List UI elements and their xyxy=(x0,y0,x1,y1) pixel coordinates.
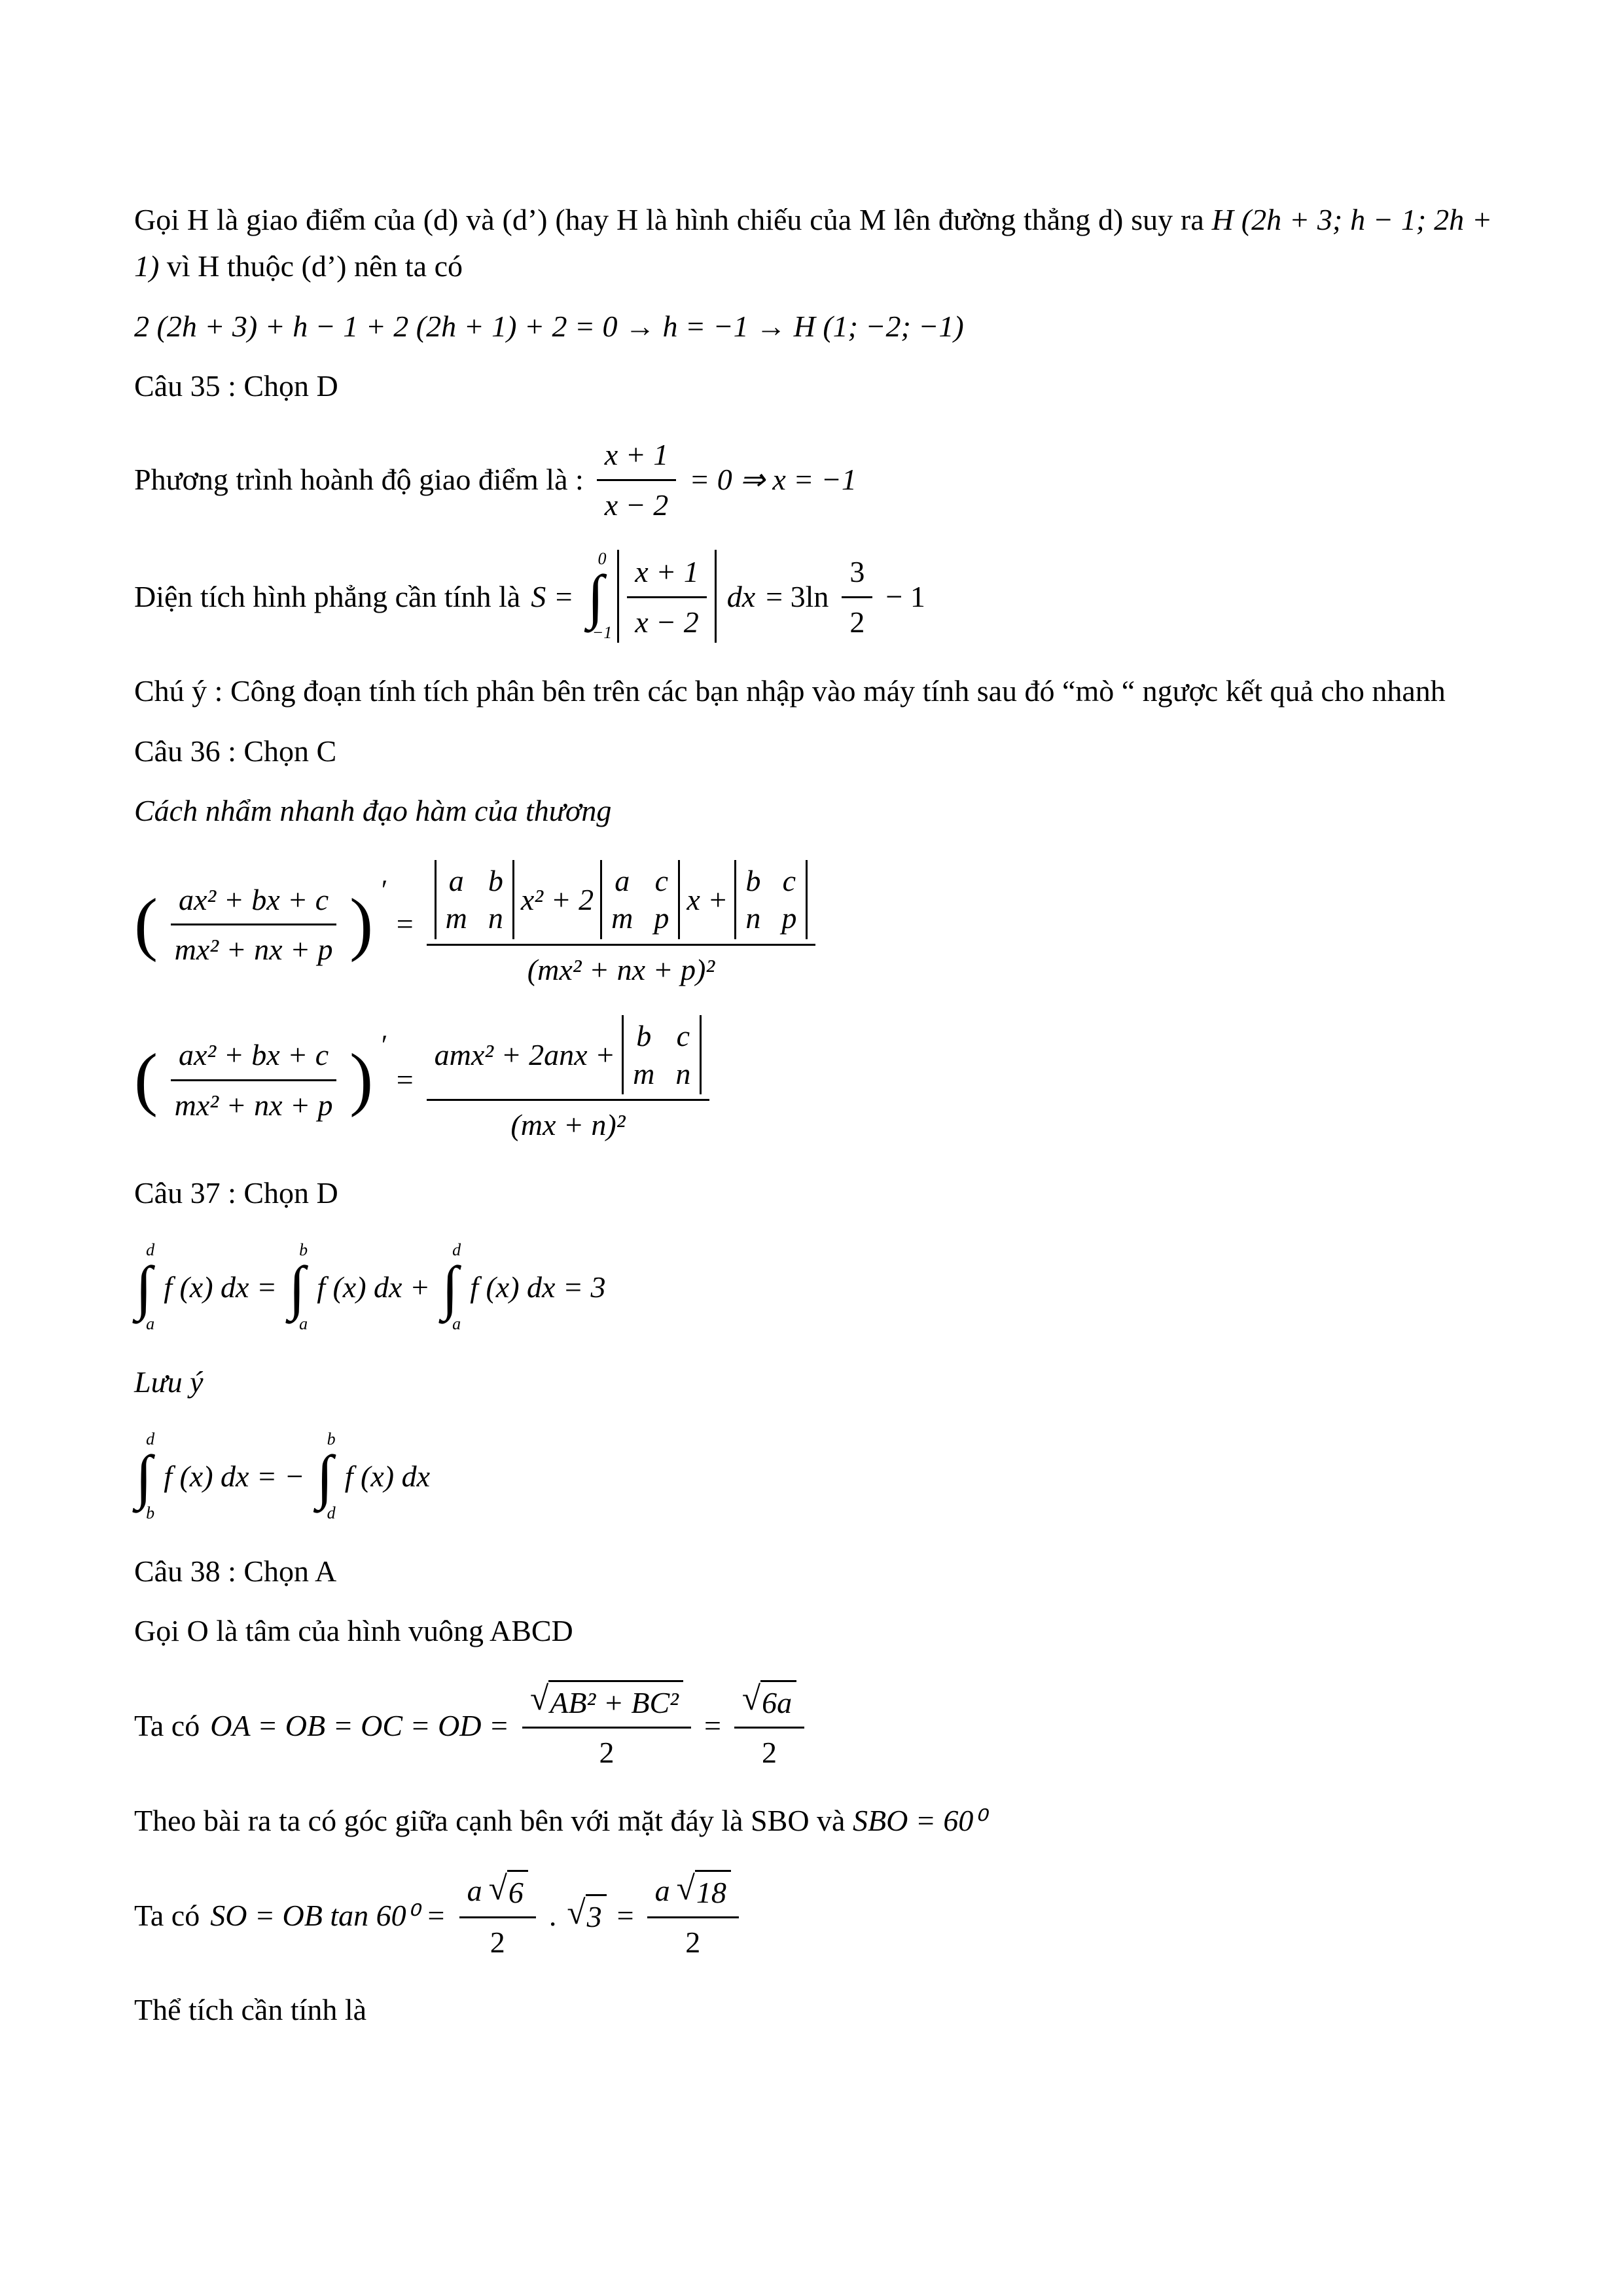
determinant-2x2 xyxy=(734,860,808,939)
radicand: AB² + BC² xyxy=(548,1680,683,1722)
sqrt xyxy=(489,1870,528,1912)
denominator: mx² + nx + p xyxy=(174,1088,333,1122)
math-text: x + xyxy=(687,882,728,916)
det-cell: b xyxy=(488,864,503,898)
cau-36-answer: Câu 36 : Chọn C xyxy=(134,734,337,768)
numerator xyxy=(647,1869,739,1918)
prime-icon: ′ xyxy=(380,1030,386,1062)
integral-icon: ∫ xyxy=(289,1253,306,1321)
rparen-big-icon: ) xyxy=(349,1039,374,1118)
equals-sign: = xyxy=(704,1709,721,1743)
math-text: SO = OB tan 60⁰ = xyxy=(210,1899,446,1933)
determinant-2x2 xyxy=(622,1015,702,1094)
det-cell: a xyxy=(615,864,630,898)
integral-icon: ∫ xyxy=(316,1443,333,1510)
denominator: 2 xyxy=(599,1735,615,1769)
det-cell: m xyxy=(633,1056,655,1090)
determinant-2x2 xyxy=(600,860,680,939)
det-cell: c xyxy=(782,864,796,898)
radical-icon: √ xyxy=(741,1680,761,1718)
para-projection xyxy=(134,196,1492,290)
integral-icon: ∫ xyxy=(135,1253,152,1321)
integral xyxy=(316,1429,336,1523)
math-h-point: H (2h + 3; h − 1; 2h + 1) xyxy=(134,203,1492,283)
label-luu-y: Lưu ý xyxy=(134,1365,204,1399)
fraction xyxy=(647,1869,739,1962)
math-text: x² + 2 xyxy=(520,882,594,916)
radicand: 3 xyxy=(586,1894,607,1936)
det-cell: a xyxy=(448,864,464,898)
numerator xyxy=(734,1679,804,1729)
dx-text: dx xyxy=(726,579,756,613)
radicand: 6a xyxy=(760,1680,796,1722)
denominator: 2 xyxy=(762,1735,777,1769)
equals-sign: = xyxy=(396,907,414,941)
limit-top: d xyxy=(146,1429,155,1449)
equals-sign: = xyxy=(396,1062,414,1096)
det-cell: m xyxy=(611,901,633,935)
numerator xyxy=(427,859,816,945)
denominator: 2 xyxy=(849,605,865,639)
integral-icon: ∫ xyxy=(587,562,604,630)
sqrt xyxy=(742,1680,796,1722)
math-text: f (x) dx xyxy=(344,1460,431,1494)
eq-35-area-lead: Diện tích hình phẳng cần tính là xyxy=(134,579,521,613)
det-cell: b xyxy=(636,1019,652,1053)
coefficient: a xyxy=(467,1873,482,1907)
math-text: amx² + 2anx + xyxy=(434,1037,616,1071)
fraction xyxy=(597,434,676,525)
numerator xyxy=(522,1679,691,1729)
fraction xyxy=(522,1679,691,1772)
limit-top: d xyxy=(452,1240,461,1259)
denominator: 2 xyxy=(490,1925,505,1959)
formula-derivative-general xyxy=(134,859,1492,989)
eq-38-so xyxy=(134,1869,1492,1962)
limit-bottom: a xyxy=(299,1314,308,1334)
sqrt xyxy=(677,1870,731,1912)
line-38-angle xyxy=(134,1797,1492,1844)
eq-35-area xyxy=(134,550,1492,643)
denominator: (mx² + nx + p)² xyxy=(527,952,715,986)
det-cell: m xyxy=(445,901,467,935)
math-text: − 1 xyxy=(885,579,925,613)
eq-38-oa-lead: Ta có xyxy=(134,1709,200,1743)
integral xyxy=(289,1240,308,1334)
limit-top: b xyxy=(327,1429,336,1449)
integral-icon: ∫ xyxy=(442,1253,459,1321)
cau-37-answer: Câu 37 : Chọn D xyxy=(134,1175,338,1210)
eq-38-so-lead: Ta có xyxy=(134,1898,200,1932)
determinant-2x2 xyxy=(435,860,514,939)
prime-icon: ′ xyxy=(380,874,386,906)
integral xyxy=(442,1240,461,1334)
det-cell: b xyxy=(745,864,761,898)
fraction xyxy=(842,551,872,642)
det-cell: c xyxy=(676,1019,690,1053)
line-38-center: Gọi O là tâm của hình vuông ABCD xyxy=(134,1614,573,1648)
fraction-rhs xyxy=(427,1014,710,1144)
radical-icon: √ xyxy=(567,1894,586,1932)
cau-38-answer: Câu 38 : Chọn A xyxy=(134,1554,337,1588)
eq-35-tail: = 0 ⇒ x = −1 xyxy=(689,463,857,497)
line-38-volume: Thể tích cần tính là xyxy=(134,1993,367,2027)
angle-text: Theo bài ra ta có góc giữa cạnh bên với mặt đáy là SBO và xyxy=(134,1803,853,1837)
numerator xyxy=(459,1869,536,1918)
eq-37-integral-sum xyxy=(134,1241,1492,1334)
det-cell: n xyxy=(745,901,761,935)
numerator xyxy=(427,1014,710,1100)
eq-35-lead: Phương trình hoành độ giao điểm là : xyxy=(134,462,584,496)
multiply-dot: . xyxy=(548,1898,557,1932)
limit-bottom: a xyxy=(452,1314,461,1334)
fraction-rhs xyxy=(427,859,816,989)
heading-quotient-derivative: Cách nhẩm nhanh đạo hàm của thương xyxy=(134,793,612,827)
fraction xyxy=(734,1679,804,1772)
denominator: x − 2 xyxy=(635,605,699,639)
coefficient: a xyxy=(654,1873,670,1907)
limit-bottom: d xyxy=(327,1503,336,1523)
numerator: ax² + bx + c xyxy=(171,879,336,926)
limit-bottom: a xyxy=(146,1314,155,1334)
sqrt xyxy=(567,1894,606,1936)
numerator: x + 1 xyxy=(627,551,706,598)
det-cell: p xyxy=(781,901,797,935)
numerator: 3 xyxy=(842,551,872,598)
denominator: (mx + n)² xyxy=(510,1107,626,1141)
det-cell: c xyxy=(654,864,669,898)
math-text: f (x) dx + xyxy=(317,1270,430,1304)
limit-top: b xyxy=(299,1240,308,1259)
denominator: mx² + nx + p xyxy=(174,933,333,967)
sqrt xyxy=(530,1680,683,1722)
denominator: 2 xyxy=(685,1925,701,1959)
radicand: 6 xyxy=(507,1870,528,1912)
integral xyxy=(135,1240,155,1334)
numerator: ax² + bx + c xyxy=(171,1034,336,1081)
math-text: S = xyxy=(531,579,574,613)
rparen-big-icon: ) xyxy=(349,884,374,963)
fraction xyxy=(627,551,706,642)
fraction xyxy=(459,1869,536,1962)
math-text: f (x) dx = − xyxy=(164,1460,305,1494)
note-35: Chú ý : Công đoạn tính tích phân bên trên các bạn nhập vào máy tính sau đó “mò “ ngược kết quả cho nhanh xyxy=(134,674,1446,708)
eq-37-reversal xyxy=(134,1430,1492,1523)
det-cell: n xyxy=(675,1056,691,1090)
cau-35-answer: Câu 35 : Chọn D xyxy=(134,368,338,403)
limit-bottom: −1 xyxy=(592,623,613,643)
lparen-big-icon: ( xyxy=(134,884,158,963)
eq-38-oa xyxy=(134,1679,1492,1772)
det-cell: n xyxy=(488,901,503,935)
limit-top: 0 xyxy=(597,549,607,569)
absolute-value xyxy=(617,550,716,643)
fraction-lhs xyxy=(171,1034,336,1125)
equals-sign: = xyxy=(616,1898,634,1932)
lparen-big-icon: ( xyxy=(134,1039,158,1118)
radical-icon: √ xyxy=(488,1870,507,1908)
math-text: f (x) dx = xyxy=(164,1270,277,1304)
integral xyxy=(586,549,613,643)
denominator: x − 2 xyxy=(604,488,669,522)
formula-derivative-simplified xyxy=(134,1014,1492,1144)
radicand: 18 xyxy=(695,1870,731,1912)
math-text: = 3ln xyxy=(766,579,829,613)
math-text: OA = OB = OC = OD = xyxy=(210,1709,510,1743)
limit-top: d xyxy=(146,1240,155,1259)
para-text-2: vì H thuộc (d’) nên ta có xyxy=(166,249,463,283)
integral-icon: ∫ xyxy=(135,1443,152,1510)
math-text: f (x) dx = 3 xyxy=(470,1270,606,1304)
radical-icon: √ xyxy=(530,1680,549,1718)
integral xyxy=(135,1429,155,1523)
limit-bottom: b xyxy=(146,1503,155,1523)
fraction-lhs xyxy=(171,879,336,970)
radical-icon: √ xyxy=(676,1870,695,1908)
para-text-1: Gọi H là giao điểm của (d) và (d’) (hay H là hình chiếu của M lên đường thẳng d) suy ra xyxy=(134,203,1212,236)
det-cell: p xyxy=(654,901,669,935)
eq-h-solution: 2 (2h + 3) + h − 1 + 2 (2h + 1) + 2 = 0 → h = −1 → H (1; −2; −1) xyxy=(134,309,964,343)
angle-math: SBO = 60⁰ xyxy=(852,1803,986,1837)
numerator: x + 1 xyxy=(597,434,676,481)
eq-35-abscissa xyxy=(134,434,1492,525)
